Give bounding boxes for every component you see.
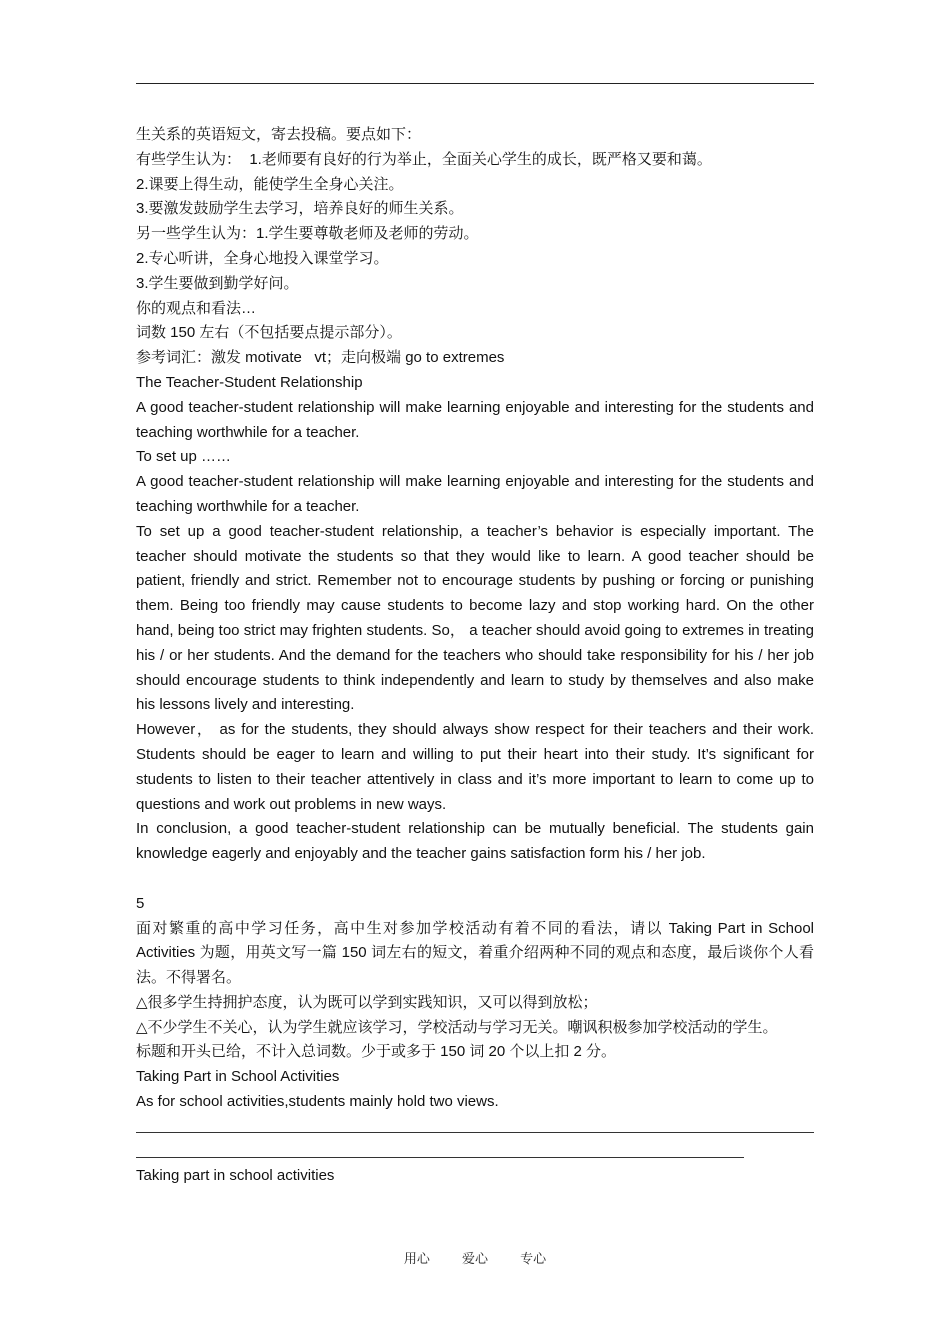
intro-line: 3.学生要做到勤学好问。 (136, 274, 299, 292)
task-title: Taking Part in School Activities (136, 1068, 340, 1086)
answer-title: Taking part in school activities (136, 1167, 335, 1185)
intro-line: 2.专心听讲，全身心地投入课堂学习。 (136, 249, 389, 267)
essay-paragraph: A good teacher-student relationship will make learning enjoyable and interesting for the students and teaching worthwhile for a teacher. (136, 398, 814, 441)
blank-line (136, 867, 814, 892)
footer-word: 专心 (520, 1252, 547, 1267)
essay-title: The Teacher-Student Relationship (136, 373, 363, 391)
essay-paragraph: However， as for the students, they should always show respect for their teachers and their work. Students should be eager to learn and willing to put their heart into their study. It’s significant for students to listen to their teacher attentively in class and it’s more important to learn to come up to questions and work out problems in new ways. (136, 721, 814, 813)
task-prompt: 面对繁重的高中学习任务，高中生对参加学校活动有着不同的看法，请以 Taking Part in School Activities 为题，用英文写一篇 150 词左右的短文，着重介绍两种不同的观点和态度，最后谈你个人看法。不得署名。 (136, 919, 814, 987)
task-point: △不少学生不关心，认为学生就应该学习，学校活动与学习无关。嘲讽积极参加学校活动的学生。 (136, 1018, 778, 1036)
task-point: △很多学生持拥护态度，认为既可以学到实践知识，又可以得到放松； (136, 993, 598, 1011)
essay-paragraph: To set up a good teacher-student relationship, a teacher’s behavior is especially important. The teacher should motivate the students so that they would like to learn. A good teacher should be patient, friendly and strict. Remember not to encourage students by pushing or forcing or punishing them. Being too friendly may cause students to become lazy and stop working hard. On the other hand, being too strict may frighten students. So， a teacher should avoid going to extremes in treating his / or her students. And the demand for the teachers who should take responsibility for his / her job should encourage students to think independently and learn to study by themselves and also make his lessons lively and interesting. (136, 522, 814, 714)
intro-line: 3.要激发鼓励学生去学习，培养良好的师生关系。 (136, 200, 464, 218)
footer-word: 用心 (403, 1252, 430, 1267)
essay-paragraph: A good teacher-student relationship will make learning enjoyable and interesting for the students and teaching worthwhile for a teacher. (136, 473, 814, 515)
answer-blank-line (136, 1115, 814, 1140)
essay-paragraph: In conclusion, a good teacher-student relationship can be mutually beneficial. The students gain knowledge eagerly and enjoyably and the teacher gains satisfaction form his / her job. (136, 820, 814, 863)
footer-word: 爱心 (461, 1252, 488, 1267)
intro-line: 你的观点和看法… (136, 299, 257, 317)
intro-line: 参考词汇：激发 motivate vt；走向极端 go to extremes (136, 349, 505, 367)
task-number: 5 (136, 894, 145, 912)
intro-line: 2.课要上得生动，能使学生全身心关注。 (136, 175, 404, 193)
intro-line: 有些学生认为： 1.老师要有良好的行为举止，全面关心学生的成长，既严格又要和蔼。 (136, 150, 712, 168)
task-note: 标题和开头已给，不计入总词数。少于或多于 150 词 20 个以上扣 2 分。 (136, 1043, 617, 1061)
intro-line: 词数 150 左右（不包括要点提示部分）。 (136, 324, 402, 342)
intro-line: 另一些学生认为：1.学生要尊敬老师及老师的劳动。 (136, 225, 479, 243)
header-rule (136, 83, 814, 84)
answer-blank-line (136, 1140, 814, 1165)
page-footer (0, 1248, 950, 1267)
intro-line: 生关系的英语短文，寄去投稿。要点如下： (136, 126, 422, 143)
document-body (136, 123, 814, 1189)
task-opening: As for school activities,students mainly hold two views. (136, 1093, 499, 1111)
essay-paragraph: To set up …… (136, 448, 232, 466)
